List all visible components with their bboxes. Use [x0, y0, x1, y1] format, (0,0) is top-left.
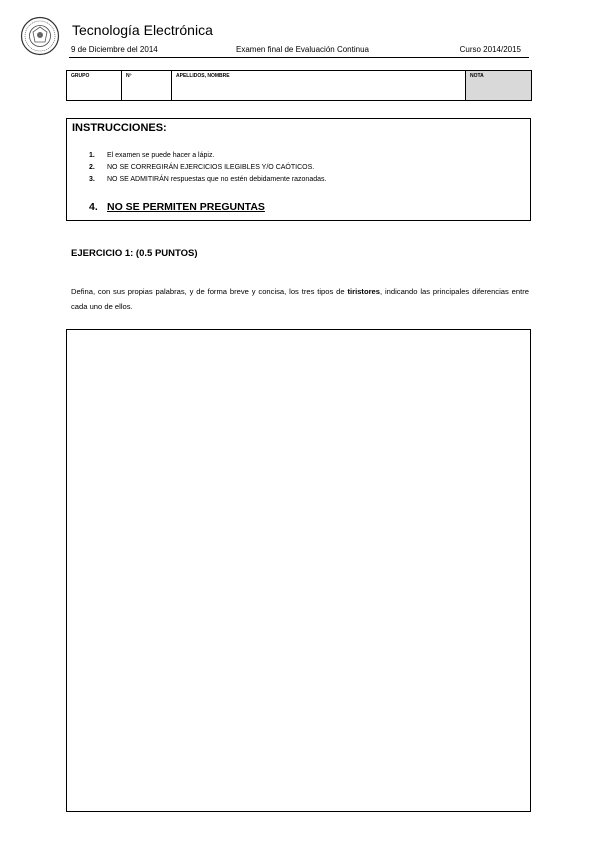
number-label: Nº [126, 73, 132, 79]
university-seal-icon [20, 16, 60, 56]
exercise-text-part: Defina, con sus propias palabras, y de forma breve y concisa, los tres tipos de [71, 287, 348, 296]
instruction-item [89, 152, 214, 159]
instructions-box [66, 118, 531, 221]
instruction-text: NO SE PERMITEN PREGUNTAS [107, 201, 265, 213]
exam-header-row [69, 45, 529, 58]
instruction-text: NO SE ADMITIRÁN respuestas que no estén debidamente razonadas. [107, 176, 327, 183]
instruction-number: 2. [89, 164, 95, 171]
exercise-title: EJERCICIO 1: (0.5 PUNTOS) [71, 248, 198, 259]
exam-date: 9 de Diciembre del 2014 [71, 45, 158, 54]
number-cell[interactable] [122, 71, 172, 101]
instruction-text: NO SE CORREGIRÁN EJERCICIOS ILEGIBLES Y/O CAÓTICOS. [107, 164, 315, 171]
instruction-item [89, 201, 265, 213]
name-label: APELLIDOS, NOMBRE [176, 73, 230, 79]
group-label: GRUPO [71, 73, 90, 79]
name-cell[interactable] [172, 71, 466, 101]
exercise-keyword: tiristores [347, 287, 380, 296]
answer-box[interactable] [66, 329, 531, 812]
instruction-number: 1. [89, 152, 95, 159]
group-cell[interactable] [67, 71, 122, 101]
instruction-item [89, 164, 314, 171]
academic-year: Curso 2014/2015 [459, 45, 521, 54]
exam-name: Examen final de Evaluación Continua [236, 45, 369, 54]
instruction-number: 3. [89, 176, 95, 183]
instructions-title: INSTRUCCIONES: [72, 122, 167, 134]
course-title: Tecnología Electrónica [72, 22, 213, 38]
instruction-number: 4. [89, 201, 98, 213]
exercise-text-part: , indicando las principales diferencias entre cada uno de ellos. [71, 287, 529, 311]
grade-label: NOTA [470, 73, 484, 79]
student-info-table [66, 70, 532, 101]
exercise-statement [71, 284, 529, 314]
grade-cell [466, 71, 532, 101]
instruction-text: El examen se puede hacer a lápiz. [107, 152, 215, 159]
instruction-item [89, 176, 326, 183]
